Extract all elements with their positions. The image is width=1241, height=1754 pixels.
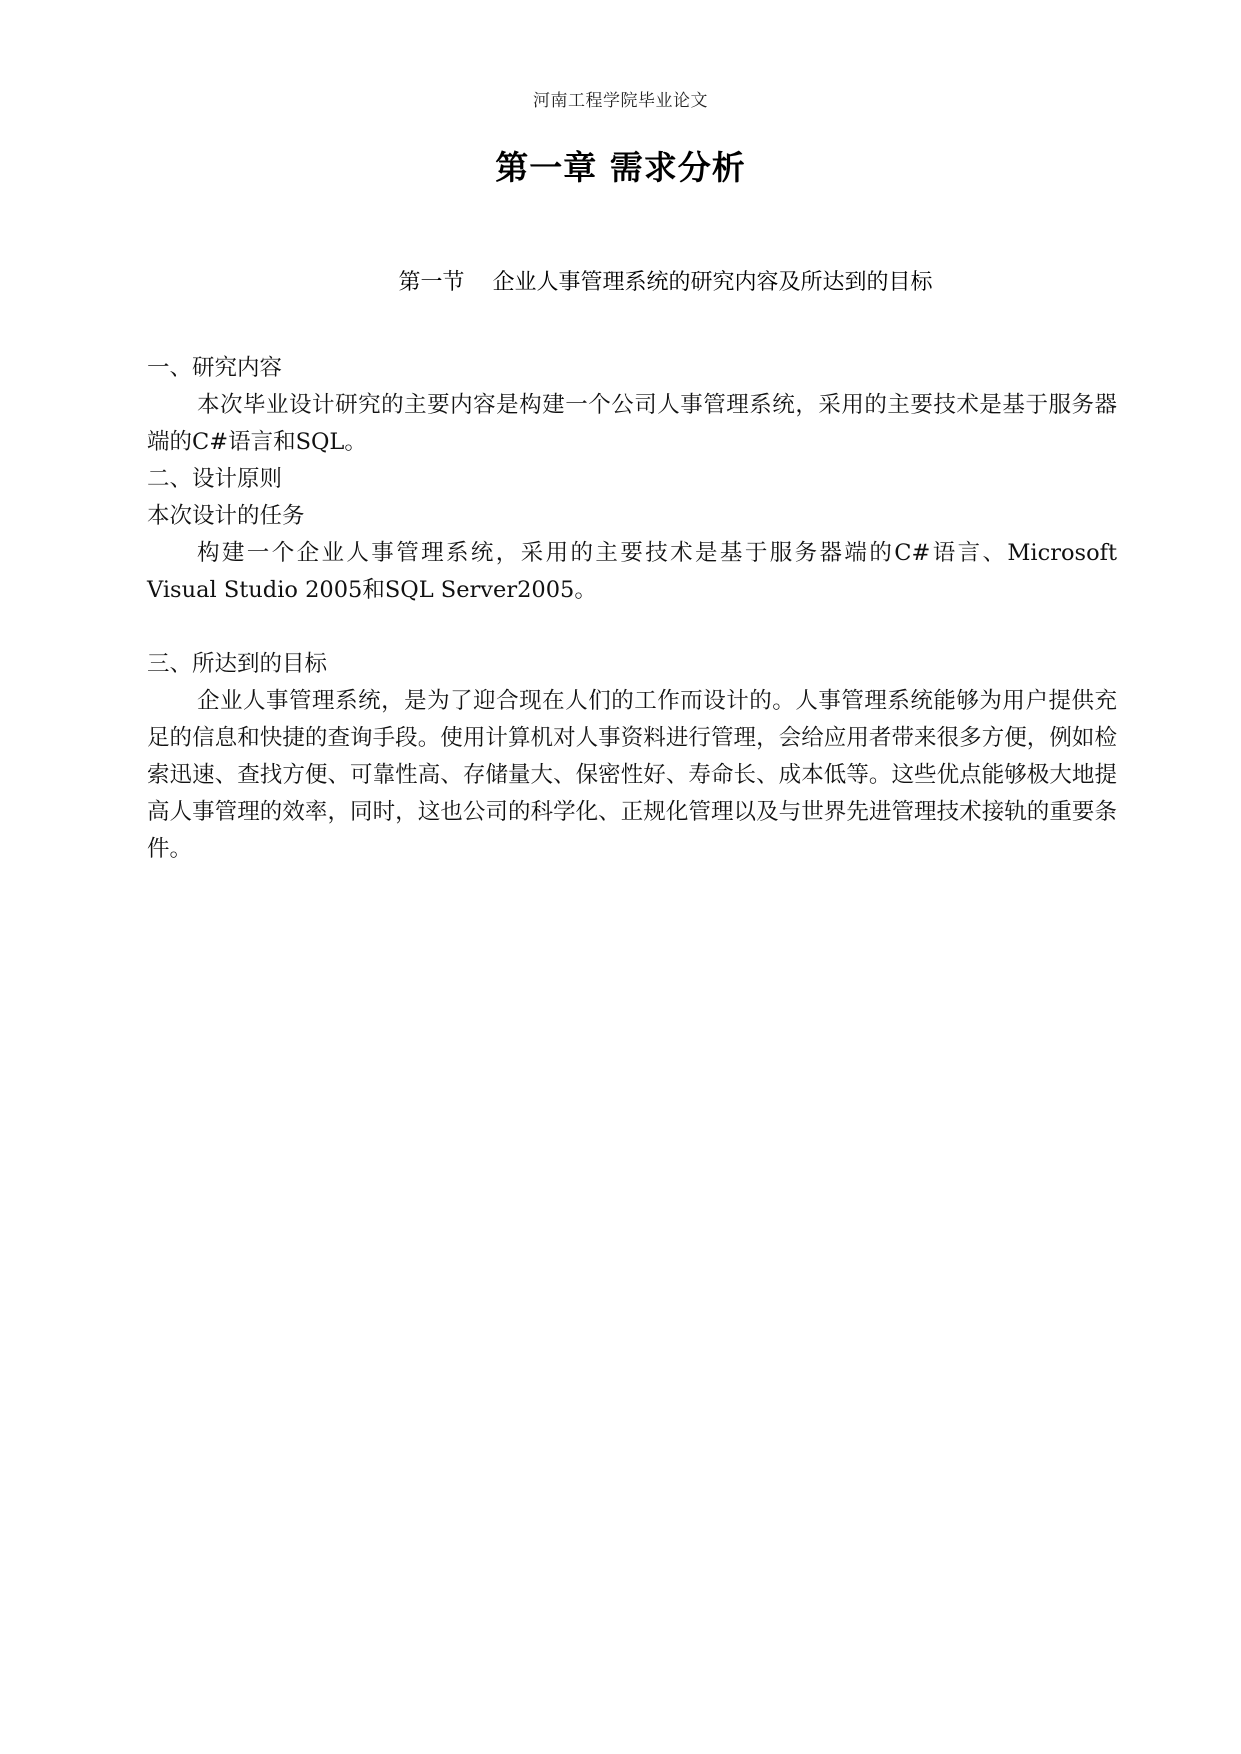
section-number: 第一节 — [398, 270, 465, 295]
paragraph-goals: 企业人事管理系统，是为了迎合现在人们的工作而设计的。人事管理系统能够为用户提供充足的信息和快捷的查询手段。使用计算机对人事资料进行管理，会给应用者带来很多方便，例如检索迅速、查找方便、可靠性高、存储量大、保密性好、寿命长、成本低等。这些优点能够极大地提高人事管理的效率，同时，这也公司的科学化、正规化管理以及与世界先进管理技术接轨的重要条件。 — [147, 688, 1117, 862]
running-header: 河南工程学院毕业论文 — [533, 91, 708, 111]
section-title: 企业人事管理系统的研究内容及所达到的目标 — [492, 270, 933, 295]
paragraph-design-task: 构建一个企业人事管理系统，采用的主要技术是基于服务器端的C#语言、Microsoft Visual Studio 2005和SQL Server2005。 — [147, 540, 1117, 603]
heading-goals: 三、所达到的目标 — [147, 651, 328, 677]
subheading-design-task: 本次设计的任务 — [147, 503, 305, 529]
heading-design-principles: 二、设计原则 — [147, 466, 283, 492]
chapter-title: 第一章 需求分析 — [495, 148, 746, 187]
paragraph-research-content: 本次毕业设计研究的主要内容是构建一个公司人事管理系统，采用的主要技术是基于服务器端的C#语言和SQL。 — [147, 392, 1117, 455]
heading-research-content: 一、研究内容 — [147, 355, 283, 381]
spacer — [147, 609, 1117, 646]
section-heading — [0, 265, 1241, 296]
body-text — [147, 350, 1117, 868]
